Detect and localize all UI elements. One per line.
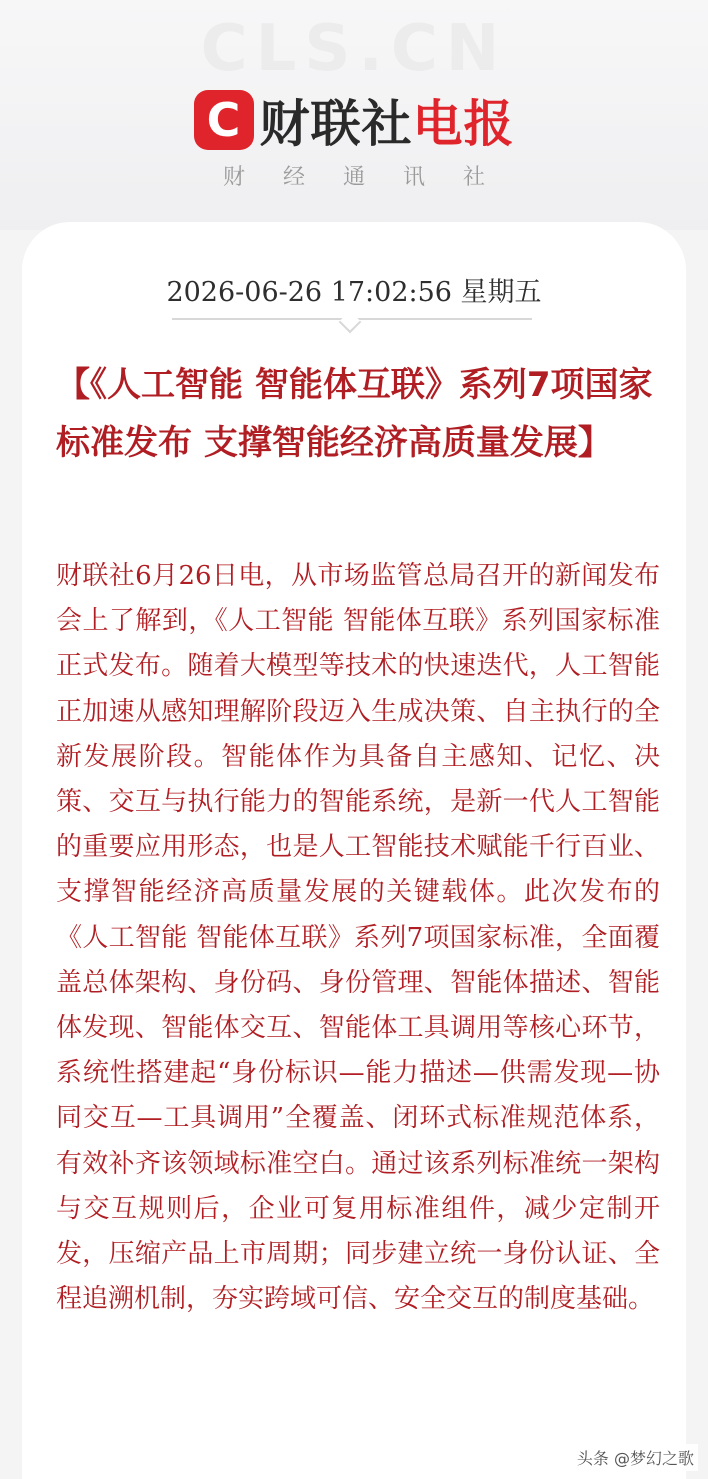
watermark-text: CLS.CN bbox=[200, 12, 508, 86]
article-card bbox=[22, 222, 686, 1479]
article-headline: 【《人工智能 智能体互联》系列7项国家标准发布 支撑智能经济高质量发展】 bbox=[56, 365, 653, 463]
date-divider-notch bbox=[339, 311, 362, 334]
source-watermark: 头条 @梦幻之歌 bbox=[573, 1444, 698, 1471]
article-body: 财联社6月26日电，从市场监管总局召开的新闻发布会上了解到，《人工智能 智能体互联》系列国家标准正式发布。随着大模型等技术的快速迭代，人工智能正加速从感知理解阶段迈入生成决策、自主执行的全新发展阶段。智能体作为具备自主感知、记忆、决策、交互与执行能力的智能系统，是新一代人工智能的重要应用形态，也是人工智能技术赋能千行百业、支撑智能经济高质量发展的关键载体。此次发布的《人工智能 智能体互联》系列7项国家标准，全面覆盖总体架构、身份码、身份管理、智能体描述、智能体发现、智能体交互、智能体工具调用等核心环节，系统性搭建起“身份标识—能力描述—供需发现—协同交互—工具调用”全覆盖、闭环式标准规范体系，有效补齐该领域标准空白。通过该系列标准统一架构与交互规则后，企业可复用标准组件，减少定制开发，压缩产品上市周期；同步建立统一身份认证、全程追溯机制，夯实跨域可信、安全交互的制度基础。 bbox=[56, 561, 660, 1315]
brand-subtitle: 财经通讯社 bbox=[222, 165, 523, 190]
article-datetime: 2026-06-26 17:02:56 星期五 bbox=[166, 277, 542, 308]
logo-text-red: 电报 bbox=[412, 95, 515, 153]
brand-logo bbox=[0, 84, 708, 156]
logo-text-dark: 财联社 bbox=[259, 95, 413, 153]
header-banner bbox=[0, 0, 708, 230]
logo-letter: C bbox=[206, 93, 241, 147]
logo-icon bbox=[194, 90, 254, 150]
logo-wordmark bbox=[260, 84, 515, 156]
